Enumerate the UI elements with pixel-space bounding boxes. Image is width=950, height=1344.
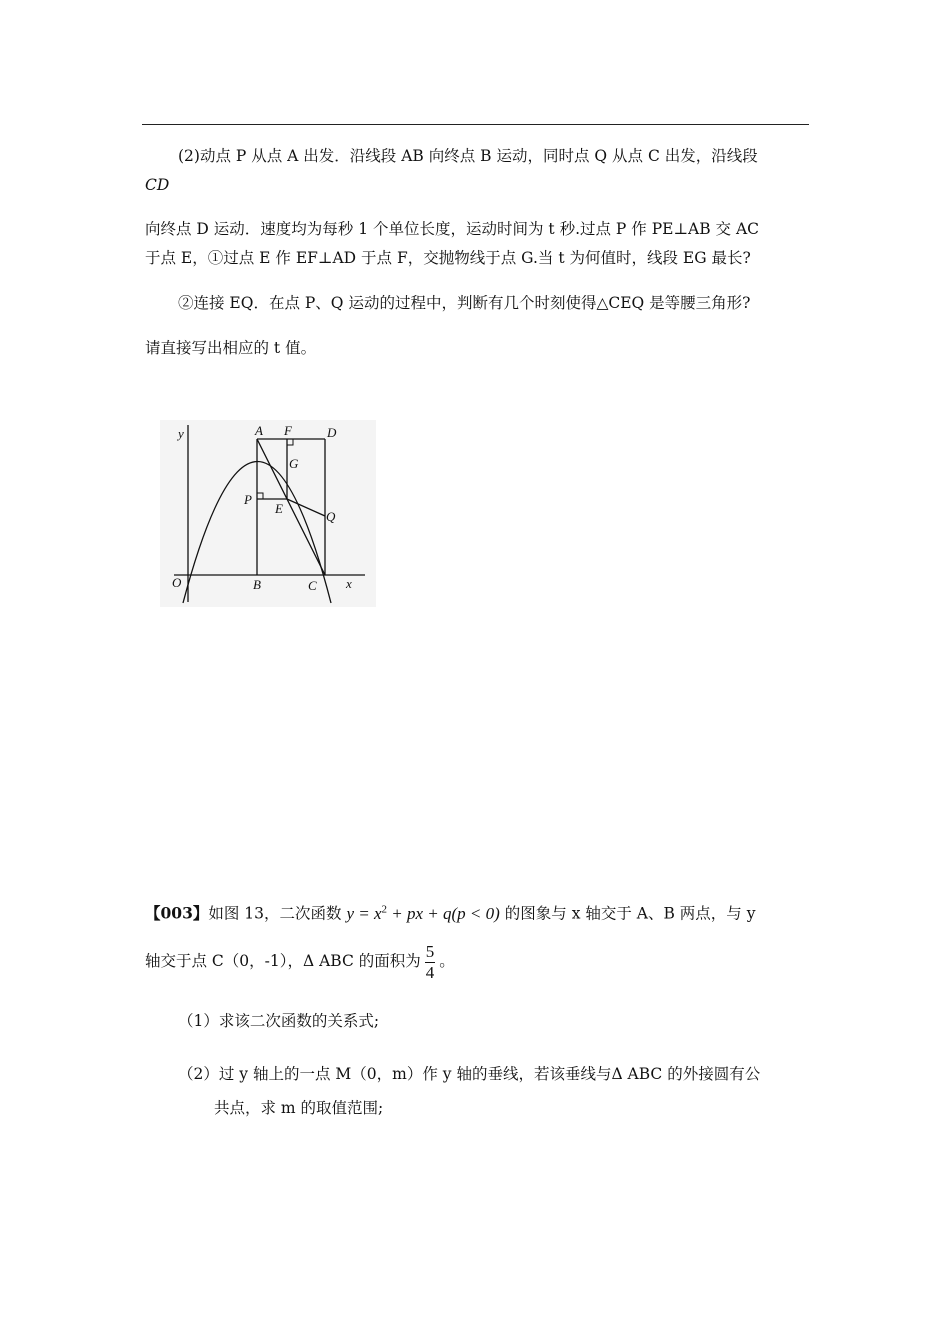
part2-line2: 向终点 D 运动．速度均为每秒 1 个单位长度，运动时间为 t 秒.过点 P 作 PE⊥AB 交 AC (145, 220, 760, 238)
label-A: A (255, 423, 263, 438)
part2-line5: 请直接写出相应的 t 值。 (145, 339, 317, 357)
intro-a: 如图 13，二次函数 (208, 904, 342, 923)
label-B: B (253, 577, 261, 592)
label-G: G (289, 456, 299, 471)
segment-EQ (287, 499, 325, 516)
question-2-line2: 共点，求 m 的取值范围; (214, 1099, 384, 1117)
label-F: F (284, 423, 292, 438)
question-1: （1）求该二次函数的关系式; (178, 1012, 380, 1030)
parabola-figure (160, 420, 376, 607)
line2-a: 轴交于点 C（0，-1），Δ ABC 的面积为 (145, 952, 421, 970)
label-C: C (308, 578, 317, 593)
part2-line1b: CD (145, 176, 170, 194)
label-P: P (244, 492, 252, 507)
formula: $y = x^2$ + px + q(p < 0) (346, 903, 500, 923)
label-D: D (327, 425, 337, 440)
right-angle-F (287, 439, 293, 445)
problem-003-line2 (145, 940, 455, 983)
label-O: O (172, 575, 182, 590)
label-E: E (275, 501, 283, 516)
part2-line4: ②连接 EQ．在点 P、Q 运动的过程中，判断有几个时刻使得△CEQ 是等腰三角形? (178, 294, 751, 312)
header-rule (142, 124, 809, 125)
line2-b: 。 (439, 952, 455, 970)
right-angle-P (257, 493, 263, 499)
problem-003-line1 (145, 898, 755, 925)
problem-number: 【003】 (145, 903, 209, 923)
question-2-line1: （2）过 y 轴上的一点 M（0，m）作 y 轴的垂线，若该垂线与Δ ABC 的外接圆有公 (178, 1065, 761, 1083)
area-fraction: $\frac{5}{4}$ (425, 941, 435, 982)
part2-line1: (2)动点 P 从点 A 出发．沿线段 AB 向终点 B 运动，同时点 Q 从点 C 出发，沿线段 (178, 147, 758, 165)
label-Q: Q (326, 509, 336, 524)
label-y: y (178, 426, 184, 441)
intro-b: 的图象与 x 轴交于 A、B 两点，与 y (504, 904, 756, 923)
part2-line3: 于点 E，①过点 E 作 EF⊥AD 于点 F，交抛物线于点 G.当 t 为何值时，线段 EG 最长? (145, 249, 751, 267)
label-x: x (346, 576, 352, 591)
figure-svg (160, 420, 376, 607)
